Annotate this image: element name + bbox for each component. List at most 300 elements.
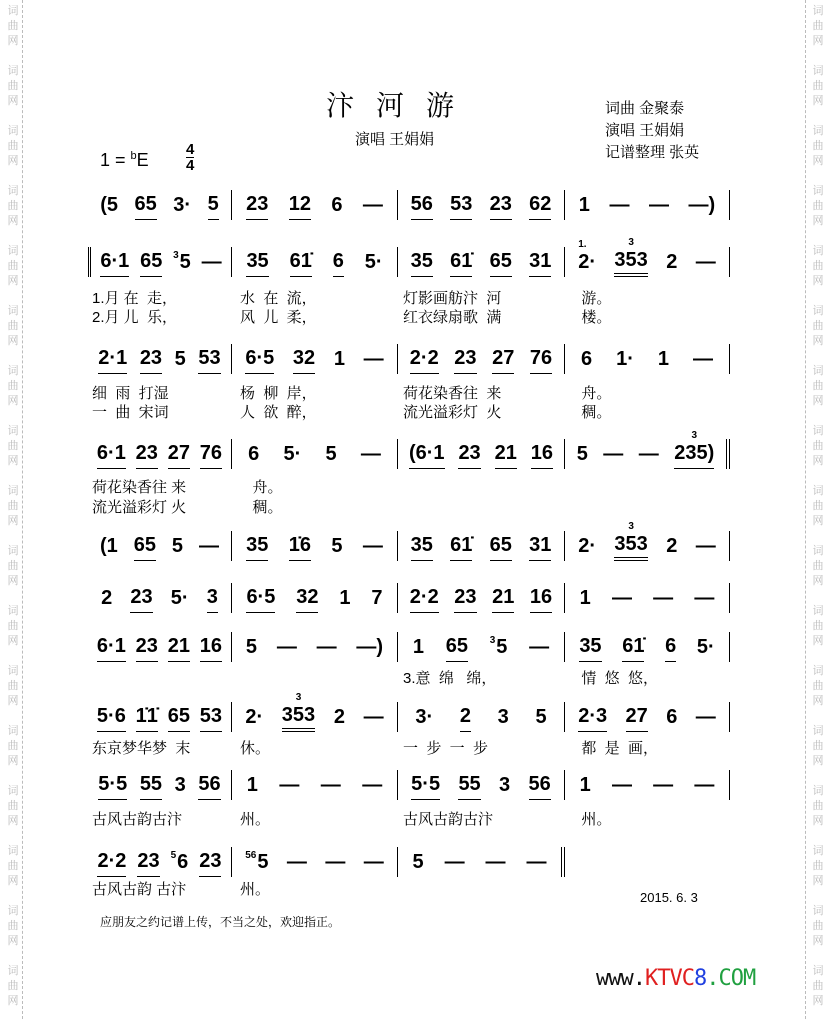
note-group bbox=[689, 182, 716, 220]
note-spacer bbox=[580, 575, 591, 587]
note-spacer bbox=[175, 762, 186, 774]
note-body bbox=[412, 851, 423, 877]
note-group bbox=[290, 238, 312, 277]
key-signature bbox=[100, 150, 149, 171]
note-spacer bbox=[326, 431, 337, 443]
note-text: 6·5 bbox=[245, 347, 275, 369]
note-group bbox=[245, 694, 263, 732]
note-spacer bbox=[603, 431, 623, 443]
note-group bbox=[140, 335, 162, 374]
watermark-text: 词 曲 网 bbox=[7, 5, 19, 47]
measure bbox=[232, 247, 398, 277]
watermark-text: 词 曲 网 bbox=[7, 845, 19, 887]
note-group bbox=[498, 694, 509, 732]
note-body bbox=[458, 442, 480, 469]
note-text: 3 bbox=[174, 774, 186, 796]
note-group bbox=[248, 431, 259, 469]
note-text: 1̇1̇ bbox=[135, 705, 158, 727]
note-spacer bbox=[172, 523, 183, 535]
credit-composer: 词曲 金聚泰 bbox=[605, 100, 685, 117]
note-body bbox=[140, 347, 162, 374]
note-text: — bbox=[363, 348, 384, 370]
note-body bbox=[666, 535, 677, 561]
note-spacer bbox=[495, 430, 517, 442]
note-group bbox=[168, 430, 190, 469]
note-text: — bbox=[316, 636, 337, 658]
note-spacer bbox=[140, 238, 162, 250]
note-group bbox=[246, 624, 257, 662]
note-text: —) bbox=[688, 194, 716, 216]
note-spacer bbox=[450, 238, 472, 250]
note-body bbox=[446, 635, 468, 662]
note-text: 6 bbox=[665, 635, 677, 657]
note-text: 2· bbox=[578, 535, 596, 557]
note-text: 1· bbox=[616, 348, 634, 370]
note-text: 65 bbox=[489, 250, 512, 272]
note-text: 2 bbox=[333, 706, 345, 728]
lyric-line bbox=[92, 401, 738, 422]
note-body bbox=[666, 251, 677, 277]
note-group bbox=[97, 693, 126, 732]
note-body bbox=[577, 443, 588, 469]
note-body bbox=[639, 443, 659, 469]
note-group bbox=[666, 239, 677, 277]
note-spacer bbox=[207, 574, 218, 586]
note-group bbox=[411, 181, 433, 220]
note-spacer bbox=[130, 574, 152, 586]
note-text: 21 bbox=[167, 635, 190, 657]
credit-transcriber: 记谱整理 张英 bbox=[605, 144, 700, 161]
note-body bbox=[603, 443, 623, 469]
note-spacer bbox=[277, 624, 297, 636]
note-text: 35 bbox=[579, 635, 602, 657]
note-text: 5 bbox=[325, 443, 337, 465]
note-group bbox=[136, 693, 158, 732]
note-body bbox=[689, 194, 716, 220]
note-body bbox=[490, 193, 512, 220]
lyric-segment bbox=[573, 476, 738, 497]
note-group bbox=[696, 523, 716, 561]
note-text: 2· bbox=[578, 251, 596, 273]
note-group bbox=[492, 574, 514, 613]
note-group bbox=[168, 623, 190, 662]
note-body bbox=[171, 587, 189, 613]
note-body bbox=[364, 706, 384, 732]
note-body bbox=[97, 705, 126, 732]
staff-system bbox=[88, 237, 730, 277]
note-text: 56 bbox=[410, 193, 433, 215]
measure bbox=[88, 770, 232, 800]
note-group bbox=[246, 574, 275, 613]
note-group bbox=[200, 623, 222, 662]
note-body bbox=[697, 636, 715, 662]
note-body bbox=[136, 442, 158, 469]
measure bbox=[88, 702, 232, 732]
note-text: 6 bbox=[580, 348, 593, 370]
measure bbox=[398, 247, 565, 277]
measure bbox=[398, 190, 565, 220]
note-group bbox=[100, 238, 129, 277]
measure bbox=[398, 847, 565, 877]
note-body bbox=[207, 586, 218, 613]
note-text: 1 bbox=[339, 587, 351, 609]
note-group bbox=[531, 430, 553, 469]
note-body bbox=[530, 586, 552, 613]
note-group bbox=[529, 238, 551, 277]
note-group bbox=[579, 182, 590, 220]
note-body bbox=[580, 587, 591, 613]
note-text: 1̇6 bbox=[288, 534, 312, 556]
note-spacer bbox=[365, 239, 383, 251]
note-text: 6 bbox=[332, 250, 344, 272]
grace-note: 56 bbox=[245, 850, 257, 861]
note-body bbox=[364, 851, 384, 877]
note-spacer bbox=[245, 694, 263, 706]
note-spacer bbox=[658, 336, 669, 348]
note-spacer bbox=[411, 238, 433, 250]
note-spacer bbox=[653, 762, 673, 774]
note-body bbox=[458, 773, 480, 800]
note-body bbox=[498, 706, 509, 732]
note-group bbox=[460, 693, 471, 732]
note-text: — bbox=[695, 251, 716, 273]
note-text: 53 bbox=[450, 193, 473, 215]
note-text: — bbox=[362, 774, 383, 796]
note-body bbox=[200, 442, 222, 469]
note-body bbox=[202, 251, 222, 277]
note-spacer bbox=[696, 523, 716, 535]
note-spacer bbox=[97, 693, 126, 705]
note-group bbox=[530, 574, 552, 613]
note-spacer bbox=[140, 761, 162, 773]
note-text: 6 bbox=[248, 443, 260, 465]
note-body bbox=[97, 850, 126, 877]
note-group bbox=[495, 430, 517, 469]
note-group bbox=[173, 239, 191, 277]
note-spacer bbox=[339, 575, 350, 587]
measure bbox=[232, 190, 398, 220]
note-group bbox=[364, 694, 384, 732]
note-body bbox=[536, 706, 547, 732]
staff-system bbox=[88, 579, 730, 613]
note-group bbox=[361, 431, 381, 469]
note-body bbox=[694, 774, 714, 800]
measure bbox=[398, 702, 565, 732]
note-group bbox=[136, 430, 158, 469]
lyric-line bbox=[92, 382, 738, 403]
note-group bbox=[527, 839, 547, 877]
note-text: — bbox=[363, 851, 384, 873]
measure bbox=[232, 632, 398, 662]
note-spacer bbox=[331, 523, 342, 535]
note-body bbox=[413, 636, 424, 662]
note-text: 2·2 bbox=[409, 347, 439, 369]
note-text: 5 bbox=[496, 636, 508, 658]
note-text: 35 bbox=[410, 250, 433, 272]
note-group bbox=[246, 238, 268, 277]
note-body bbox=[529, 534, 551, 561]
note-spacer bbox=[578, 523, 596, 535]
note-spacer bbox=[490, 522, 512, 534]
note-group bbox=[490, 522, 512, 561]
note-body bbox=[136, 635, 158, 662]
measure bbox=[565, 430, 730, 469]
note-text: 6·1 bbox=[96, 442, 126, 464]
note-group bbox=[410, 335, 439, 374]
note-spacer bbox=[140, 335, 162, 347]
note-group bbox=[458, 761, 480, 800]
note-body bbox=[531, 442, 553, 469]
note-spacer bbox=[289, 522, 311, 534]
note-group bbox=[612, 575, 632, 613]
note-group bbox=[694, 575, 714, 613]
note-body bbox=[245, 706, 263, 732]
time-bottom: 4 bbox=[186, 157, 195, 174]
measure bbox=[398, 344, 565, 374]
note-text: — bbox=[694, 774, 715, 796]
note-spacer bbox=[245, 335, 274, 347]
note-group bbox=[529, 522, 551, 561]
note-body bbox=[289, 534, 311, 561]
note-text: 55 bbox=[139, 773, 163, 795]
note-spacer bbox=[413, 624, 424, 636]
note-spacer bbox=[97, 623, 126, 635]
note-group bbox=[649, 182, 669, 220]
note-group bbox=[410, 574, 439, 613]
note-spacer bbox=[101, 575, 112, 587]
note-spacer bbox=[290, 238, 312, 250]
note-spacer bbox=[609, 182, 629, 194]
note-spacer bbox=[364, 336, 384, 348]
note-group bbox=[364, 839, 384, 877]
watermark-text: 词 曲 网 bbox=[7, 185, 19, 227]
lyric-segment: 东京梦华梦 末 bbox=[92, 740, 191, 757]
note-text: 23 bbox=[246, 193, 269, 215]
note-group bbox=[246, 181, 268, 220]
lyric-segment: 风 儿 柔， bbox=[240, 309, 317, 326]
note-group bbox=[199, 523, 219, 561]
note-body bbox=[454, 586, 476, 613]
note-spacer bbox=[450, 522, 472, 534]
note-spacer bbox=[198, 761, 220, 773]
note-group bbox=[665, 623, 676, 662]
watermark-text: 词 曲 网 bbox=[812, 365, 824, 407]
note-body bbox=[696, 535, 716, 561]
measure bbox=[88, 247, 232, 277]
note-body bbox=[614, 533, 647, 561]
note-spacer bbox=[639, 431, 659, 443]
watermark-text: 词 曲 网 bbox=[7, 605, 19, 647]
note-text: 23 bbox=[137, 850, 160, 872]
note-text: 65 bbox=[167, 705, 190, 727]
note-spacer bbox=[446, 623, 468, 635]
note-text: 2 bbox=[666, 535, 678, 557]
note-spacer bbox=[579, 182, 590, 194]
note-body bbox=[137, 850, 159, 877]
note-text: 27 bbox=[167, 442, 190, 464]
note-body bbox=[410, 347, 439, 374]
note-group bbox=[200, 430, 222, 469]
note-text: — bbox=[638, 443, 659, 465]
note-text: — bbox=[653, 587, 674, 609]
note-spacer bbox=[199, 523, 219, 535]
grace-note: 3 bbox=[489, 635, 496, 646]
note-group bbox=[101, 575, 112, 613]
note-text: — bbox=[611, 587, 632, 609]
note-text: — bbox=[526, 851, 547, 873]
note-group bbox=[578, 239, 596, 277]
note-spacer bbox=[136, 430, 158, 442]
note-spacer bbox=[653, 575, 673, 587]
note-text: 55 bbox=[458, 773, 481, 795]
note-group bbox=[326, 431, 337, 469]
watermark-text: 词 曲 网 bbox=[812, 5, 824, 47]
note-spacer bbox=[612, 575, 632, 587]
note-spacer bbox=[202, 239, 222, 251]
lyric-segment: 稠。 bbox=[240, 499, 283, 516]
note-body bbox=[97, 635, 126, 662]
measure bbox=[398, 583, 565, 613]
note-spacer bbox=[666, 694, 677, 706]
note-group bbox=[499, 762, 510, 800]
lyric-line bbox=[92, 667, 738, 688]
note-group bbox=[140, 238, 162, 277]
note-spacer bbox=[578, 693, 607, 705]
note-text: 21 bbox=[494, 442, 517, 464]
note-group bbox=[626, 693, 648, 732]
note-spacer bbox=[136, 693, 158, 705]
note-text: 23 bbox=[135, 442, 158, 464]
note-body bbox=[616, 348, 634, 374]
watermark-text: 词 曲 网 bbox=[7, 485, 19, 527]
note-text: 7 bbox=[371, 587, 383, 609]
lyric-segment: 休。 bbox=[240, 740, 271, 757]
note-body bbox=[134, 534, 156, 561]
note-body bbox=[495, 442, 517, 469]
note-text: 1 bbox=[412, 636, 424, 658]
note-group bbox=[529, 181, 551, 220]
note-text: 2·2 bbox=[409, 586, 439, 608]
note-text: 2 bbox=[101, 587, 113, 609]
note-spacer bbox=[411, 761, 440, 773]
note-spacer bbox=[530, 574, 552, 586]
note-spacer bbox=[200, 623, 222, 635]
staff-system bbox=[88, 766, 730, 800]
note-text: — bbox=[320, 774, 341, 796]
note-text: 5· bbox=[283, 443, 302, 465]
lyric-segment: 红衣绿扇歌 满 bbox=[403, 309, 502, 326]
staff-system bbox=[88, 340, 730, 374]
measure bbox=[88, 531, 232, 561]
note-group bbox=[207, 574, 218, 613]
note-group bbox=[413, 624, 424, 662]
note-text: 23 bbox=[454, 586, 477, 608]
note-group bbox=[454, 574, 476, 613]
note-group bbox=[277, 624, 297, 662]
lyric-segment: 水 在 流， bbox=[240, 290, 317, 307]
lyric-segment: 古风古韵 古汴 bbox=[92, 881, 187, 898]
note-text: 353 bbox=[281, 704, 316, 726]
note-group bbox=[97, 430, 126, 469]
note-spacer bbox=[100, 238, 129, 250]
watermark-text: 词 曲 网 bbox=[812, 665, 824, 707]
note-text: 6·1 bbox=[100, 250, 130, 272]
measure bbox=[565, 521, 730, 561]
note-text: 21 bbox=[492, 586, 515, 608]
note-group bbox=[579, 623, 601, 662]
lyric-segment: 一 曲 宋词 bbox=[92, 404, 169, 421]
measure bbox=[232, 531, 398, 561]
note-text: 6·5 bbox=[246, 586, 276, 608]
note-body bbox=[490, 534, 512, 561]
note-spacer bbox=[246, 238, 268, 250]
note-text: 61̇ bbox=[289, 250, 312, 272]
note-group bbox=[296, 574, 318, 613]
note-spacer bbox=[580, 762, 591, 774]
note-body bbox=[612, 587, 632, 613]
note-spacer bbox=[696, 694, 716, 706]
note-text: 6·1 bbox=[96, 635, 126, 657]
triplet-mark: 3 bbox=[691, 430, 697, 441]
note-text: 5· bbox=[364, 251, 383, 273]
note-body bbox=[665, 635, 676, 662]
note-text: 1 bbox=[579, 587, 591, 609]
lyric-line bbox=[92, 496, 738, 517]
note-group bbox=[580, 575, 591, 613]
note-spacer bbox=[454, 574, 476, 586]
watermark-text: 词 曲 网 bbox=[7, 305, 19, 347]
measure bbox=[565, 770, 730, 800]
note-group bbox=[317, 624, 337, 662]
note-spacer bbox=[175, 336, 186, 348]
note-body bbox=[658, 348, 669, 374]
note-text: — bbox=[201, 251, 222, 273]
note-text: — bbox=[695, 535, 716, 557]
note-group bbox=[578, 693, 607, 732]
note-body bbox=[200, 705, 222, 732]
lyric-segment: 人 欲 醉， bbox=[240, 404, 317, 421]
note-body bbox=[101, 587, 112, 613]
note-spacer bbox=[321, 762, 341, 774]
note-text: 3· bbox=[415, 706, 434, 728]
note-group bbox=[490, 181, 512, 220]
note-group bbox=[173, 182, 191, 220]
lyric-segment: 情 悠 悠， bbox=[573, 670, 659, 687]
note-group bbox=[171, 839, 189, 877]
lyric-line bbox=[92, 306, 738, 327]
note-body bbox=[411, 534, 433, 561]
margin-line-right bbox=[805, 0, 806, 1019]
note-body bbox=[529, 193, 551, 220]
note-group bbox=[612, 762, 632, 800]
note-text: — bbox=[529, 636, 550, 658]
lyric-segment: 灯影画舫汴 河 bbox=[403, 290, 502, 307]
lyric-segment: 舟。 bbox=[573, 385, 612, 402]
note-spacer bbox=[460, 693, 471, 705]
note-group bbox=[412, 839, 423, 877]
note-spacer bbox=[415, 694, 433, 706]
measure bbox=[398, 439, 565, 469]
note-group bbox=[603, 431, 623, 469]
note-group bbox=[674, 430, 714, 469]
note-spacer bbox=[410, 574, 439, 586]
note-text: — bbox=[653, 774, 674, 796]
note-body bbox=[140, 773, 162, 800]
note-group bbox=[200, 693, 222, 732]
note-body bbox=[173, 194, 191, 220]
note-spacer bbox=[445, 839, 465, 851]
lyric-line bbox=[92, 287, 738, 308]
